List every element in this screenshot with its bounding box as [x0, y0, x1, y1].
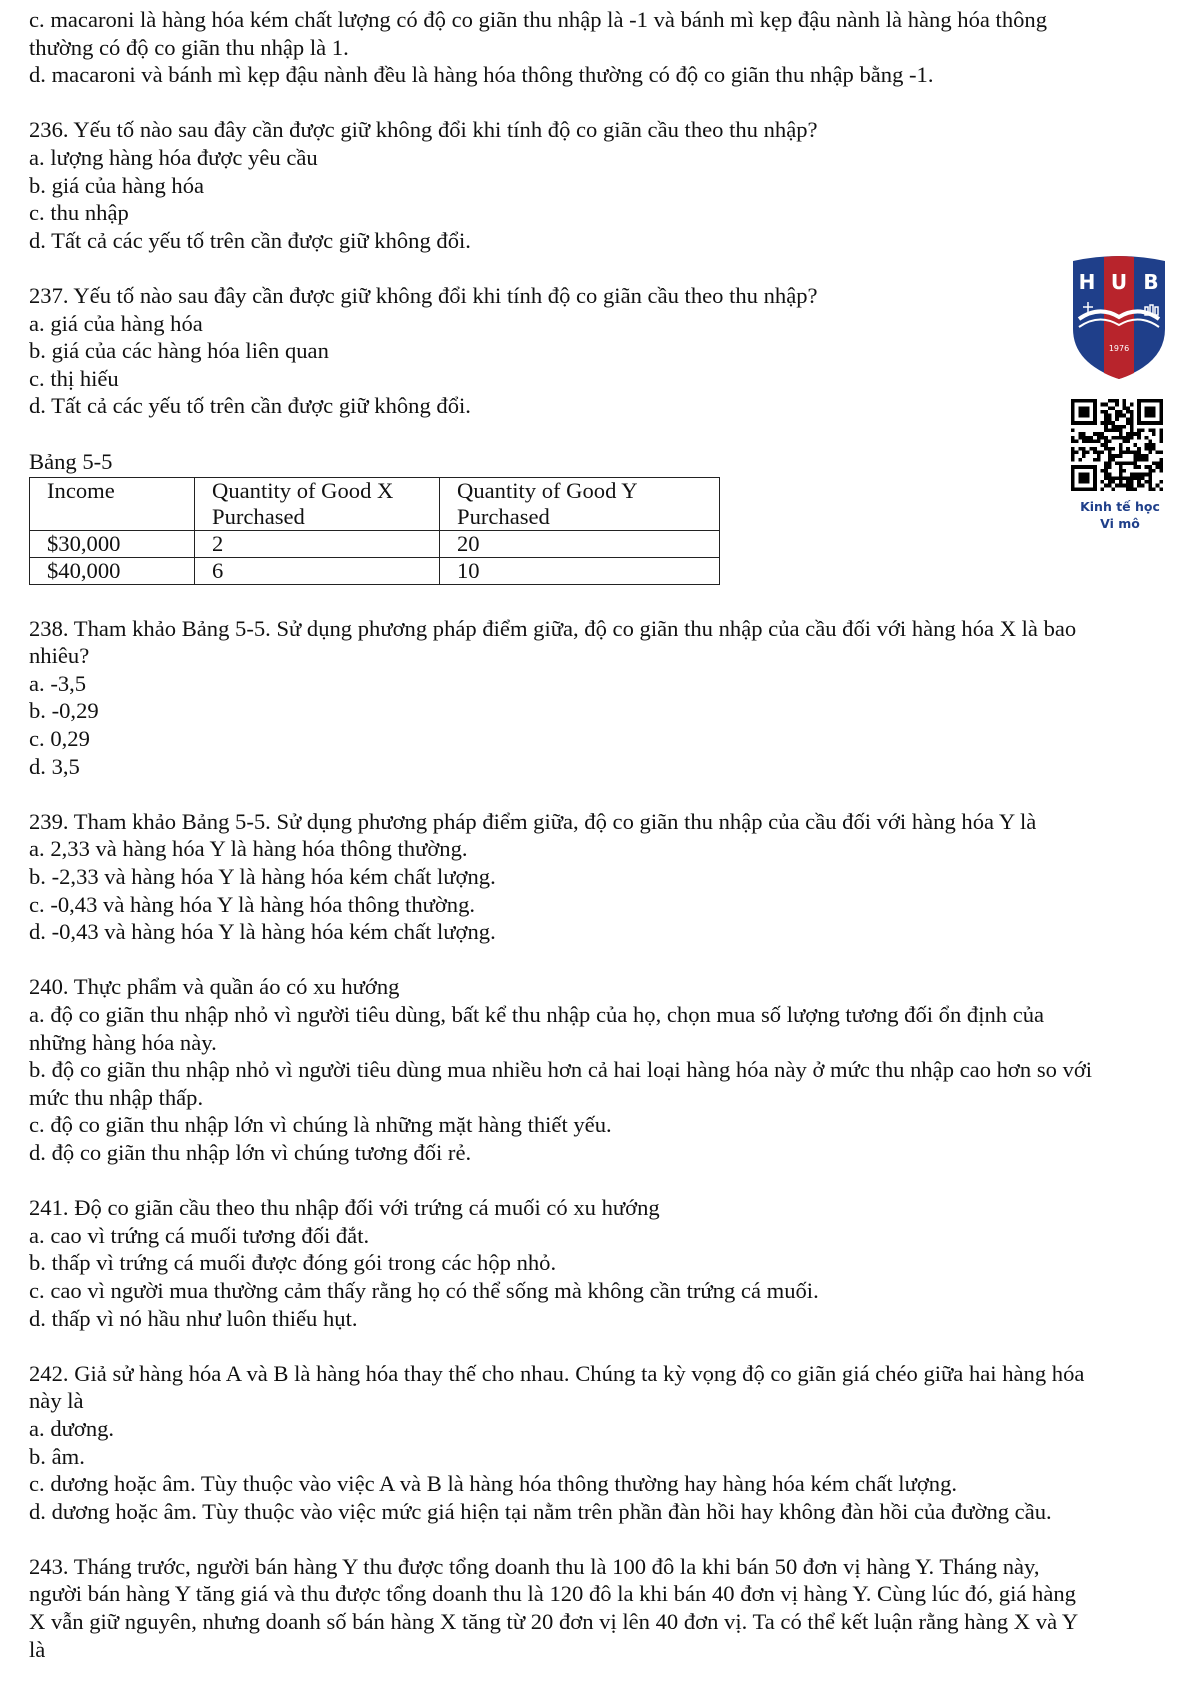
option-d: d. độ co giãn thu nhập lớn vì chúng tương đối rẻ.: [29, 1139, 472, 1165]
header-good-y: Quantity of Good Y Purchased: [440, 478, 720, 531]
option-b: b. -2,33 và hàng hóa Y là hàng hóa kém chất lượng.: [29, 864, 496, 890]
cell-good-x: 2: [195, 531, 440, 558]
option-b: b. giá của hàng hóa: [29, 172, 205, 198]
option-b: b. độ co giãn thu nhập nhỏ vì người tiêu dùng mua nhiều hơn cả hai loại hàng hóa này ở mức thu nhập cao hơn so với: [29, 1057, 1093, 1083]
question-text: này là: [29, 1388, 84, 1414]
question-text: 239. Tham khảo Bảng 5-5. Sử dụng phương pháp điểm giữa, độ co giãn thu nhập của cầu đối với hàng hóa Y là: [29, 808, 1037, 834]
option-c: c. dương hoặc âm. Tùy thuộc vào việc A và B là hàng hóa thông thường hay hàng hóa kém chất lượng.: [29, 1471, 958, 1497]
text-line: d. macaroni và bánh mì kẹp đậu nành đều là hàng hóa thông thường có độ co giãn thu nhập bằng -1.: [29, 62, 934, 88]
option-a: a. lượng hàng hóa được yêu cầu: [29, 144, 318, 170]
option-a: a. -3,5: [29, 670, 87, 696]
document-page: [29, 6, 1169, 1663]
qr-code[interactable]: [1071, 399, 1163, 491]
cell-income: $40,000: [30, 558, 195, 585]
question-text: nhiêu?: [29, 643, 90, 669]
option-b: b. giá của các hàng hóa liên quan: [29, 338, 329, 364]
question-240: [29, 973, 1169, 1166]
cell-income: $30,000: [30, 531, 195, 558]
option-c: c. thu nhập: [29, 200, 129, 226]
question-236: [29, 116, 1169, 254]
option-b: b. thấp vì trứng cá muối được đóng gói trong các hộp nhỏ.: [29, 1250, 557, 1276]
table-header-row: [30, 478, 720, 531]
option-c: c. độ co giãn thu nhập lớn vì chúng là những mặt hàng thiết yếu.: [29, 1112, 612, 1138]
svg-text:B: B: [1143, 270, 1159, 294]
question-text: 236. Yếu tố nào sau đây cần được giữ không đổi khi tính độ co giãn cầu theo thu nhập?: [29, 117, 818, 143]
text-line: c. macaroni là hàng hóa kém chất lượng có độ co giãn thu nhập là -1 và bánh mì kẹp đậu nành là hàng hóa thông: [29, 7, 1048, 32]
option-d: d. thấp vì nó hầu như luôn thiếu hụt.: [29, 1305, 358, 1331]
cell-good-y: 20: [440, 531, 720, 558]
question-239: [29, 808, 1169, 946]
table-caption: Bảng 5-5: [29, 448, 113, 474]
option-b: b. -0,29: [29, 698, 99, 724]
question-238: [29, 615, 1169, 781]
option-c: c. thị hiếu: [29, 365, 119, 391]
option-c: c. -0,43 và hàng hóa Y là hàng hóa thông thường.: [29, 891, 476, 917]
question-237: [29, 282, 1169, 420]
option-d: d. -0,43 và hàng hóa Y là hàng hóa kém chất lượng.: [29, 919, 496, 945]
svg-text:U: U: [1110, 270, 1128, 294]
question-text: X vẫn giữ nguyên, nhưng doanh số bán hàng X tăng từ 20 đơn vị lên 40 đơn vị. Ta có thể kết luận rằng hàng X và Y: [29, 1609, 1079, 1635]
header-income: Income: [30, 478, 195, 531]
option-d: d. Tất cả các yếu tố trên cần được giữ không đổi.: [29, 393, 471, 419]
option-c: c. 0,29: [29, 726, 90, 752]
option-b: b. âm.: [29, 1443, 85, 1469]
table-5-5: [29, 477, 720, 585]
svg-text:H: H: [1078, 270, 1096, 294]
table-row: [30, 558, 720, 585]
hub-logo: [1069, 255, 1169, 381]
option-b-cont: mức thu nhập thấp.: [29, 1084, 204, 1110]
option-d: d. 3,5: [29, 753, 80, 779]
svg-text:1976: 1976: [1108, 344, 1130, 353]
option-c: c. cao vì người mua thường cảm thấy rằng họ có thể sống mà không cần trứng cá muối.: [29, 1277, 819, 1303]
header-good-x: Quantity of Good X Purchased: [195, 478, 440, 531]
question-text: là: [29, 1636, 46, 1662]
option-a: a. cao vì trứng cá muối tương đối đắt.: [29, 1222, 370, 1248]
cell-good-y: 10: [440, 558, 720, 585]
question-243: [29, 1553, 1169, 1663]
table-row: [30, 531, 720, 558]
course-caption-line1: Kinh tế học: [1080, 499, 1160, 514]
option-a: a. dương.: [29, 1415, 115, 1441]
question-text: 243. Tháng trước, người bán hàng Y thu được tổng doanh thu là 100 đô la khi bán 50 đơn vị hàng Y. Tháng này,: [29, 1553, 1040, 1579]
option-a: a. 2,33 và hàng hóa Y là hàng hóa thông thường.: [29, 836, 468, 862]
option-a-cont: những hàng hóa này.: [29, 1029, 217, 1055]
cell-good-x: 6: [195, 558, 440, 585]
option-a: a. độ co giãn thu nhập nhỏ vì người tiêu dùng, bất kể thu nhập của họ, chọn mua số lượng tương đối ổn định của: [29, 1002, 1045, 1027]
course-caption: [1064, 498, 1176, 532]
question-text: 242. Giả sử hàng hóa A và B là hàng hóa thay thế cho nhau. Chúng ta kỳ vọng độ co giãn giá chéo giữa hai hàng hóa: [29, 1360, 1085, 1386]
option-d: d. Tất cả các yếu tố trên cần được giữ không đổi.: [29, 227, 471, 253]
course-caption-line2: Vi mô: [1100, 516, 1140, 531]
question-text: người bán hàng Y tăng giá và thu được tổng doanh thu là 120 đô la khi bán 40 đơn vị hàng Y. Cùng lúc đó, giá hàng: [29, 1581, 1076, 1607]
option-a: a. giá của hàng hóa: [29, 310, 203, 336]
question-242: [29, 1360, 1169, 1526]
question-text: 241. Độ co giãn cầu theo thu nhập đối với trứng cá muối có xu hướng: [29, 1195, 660, 1221]
question-text: 238. Tham khảo Bảng 5-5. Sử dụng phương pháp điểm giữa, độ co giãn thu nhập của cầu đối với hàng hóa X là bao: [29, 615, 1077, 641]
question-241: [29, 1194, 1169, 1332]
question-text: 237. Yếu tố nào sau đây cần được giữ không đổi khi tính độ co giãn cầu theo thu nhập?: [29, 282, 818, 308]
option-d: d. dương hoặc âm. Tùy thuộc vào việc mức giá hiện tại nằm trên phần đàn hồi hay không đàn hồi của đường cầu.: [29, 1498, 1052, 1524]
text-line: thường có độ co giãn thu nhập là 1.: [29, 34, 349, 60]
question-text: 240. Thực phẩm và quần áo có xu hướng: [29, 974, 400, 1000]
